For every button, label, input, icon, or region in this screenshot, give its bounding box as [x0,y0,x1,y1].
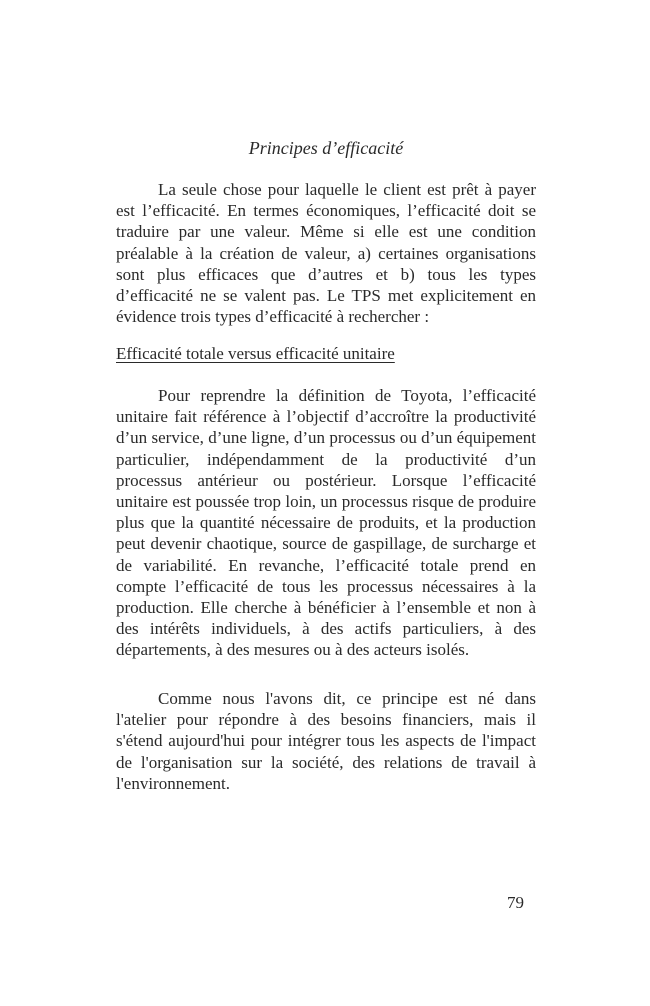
closing-paragraph: Comme nous l'avons dit, ce principe est né dans l'atelier pour répondre à des besoins financiers, mais il s'étend aujourd'hui pour intégrer tous les aspects de l'impact de l'organisation sur la société, des relations de travail à l'environnement. [116,689,536,793]
subsection-heading: Efficacité totale versus efficacité unitaire [116,344,395,363]
section-title: Principes d’efficacité [248,138,404,158]
intro-paragraph: La seule chose pour laquelle le client est prêt à payer est l’efficacité. En termes économiques, l’efficacité doit se traduire par une valeur. Même si elle est une condition préalable à la création de valeur, a) certaines organisations sont plus efficaces que d’autres et b) tous les types d’efficacité ne se valent pas. Le TPS met explicitement en évidence trois types d’efficacité à rechercher : [116,180,536,327]
body-paragraph: Pour reprendre la définition de Toyota, l’efficacité unitaire fait référence à l’objectif d’accroître la productivité d’un service, d’une ligne, d’un processus ou d’un équipement particulier, indépendamment de la productivité d’un processus antérieur ou postérieur. Lorsque l’efficacité unitaire est poussée trop loin, un processus risque de produire plus que la quantité nécessaire de produits, et la production peut devenir chaotique, source de gaspillage, de surcharge et de variabilité. En revanche, l’efficacité totale prend en compte l’efficacité de tous les processus nécessaires à la production. Elle cherche à bénéficier à l’ensemble et non à des intérêts individuels, à des actifs particuliers, à des départements, à des mesures ou à des acteurs isolés. [116,386,536,660]
page-number: 79 [507,893,524,912]
